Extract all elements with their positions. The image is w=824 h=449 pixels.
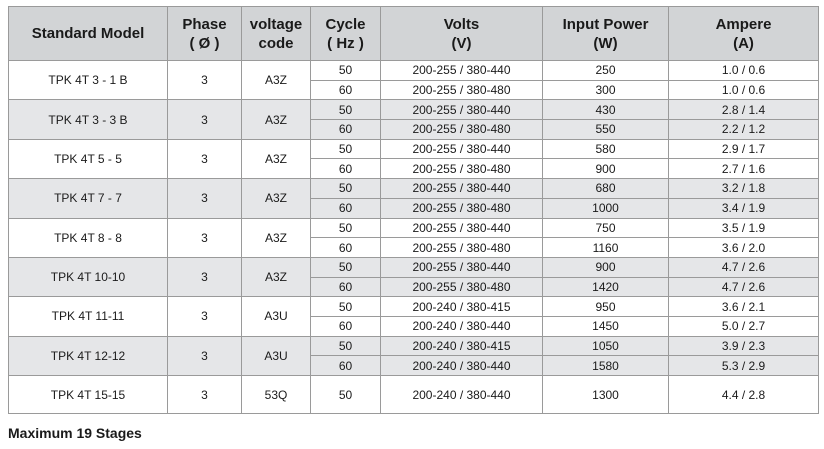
- footer-note: Maximum 19 Stages: [8, 425, 142, 441]
- input-power-cell: 1000: [543, 198, 669, 218]
- input-power-cell: 1450: [543, 316, 669, 336]
- input-power-cell: 550: [543, 120, 669, 140]
- input-power-cell: 900: [543, 159, 669, 179]
- phase-cell: 3: [168, 179, 242, 218]
- cycle-cell: 60: [311, 159, 381, 179]
- ampere-cell: 1.0 / 0.6: [669, 80, 819, 100]
- volts-cell: 200-255 / 380-440: [381, 218, 543, 238]
- cycle-cell: 60: [311, 120, 381, 140]
- header-volts: [381, 7, 543, 61]
- ampere-cell: 3.5 / 1.9: [669, 218, 819, 238]
- ampere-cell: 4.7 / 2.6: [669, 277, 819, 297]
- model-cell: TPK 4T 12-12: [9, 336, 168, 375]
- model-cell: TPK 4T 3 - 3 B: [9, 100, 168, 139]
- table-row: [9, 257, 819, 277]
- volts-cell: 200-255 / 380-440: [381, 139, 543, 159]
- volts-cell: 200-240 / 380-440: [381, 356, 543, 376]
- input-power-cell: 950: [543, 297, 669, 317]
- volts-cell: 200-255 / 380-480: [381, 238, 543, 258]
- cycle-cell: 50: [311, 218, 381, 238]
- model-cell: TPK 4T 15-15: [9, 376, 168, 414]
- input-power-cell: 1300: [543, 376, 669, 414]
- header-ampere: [669, 7, 819, 61]
- ampere-cell: 1.0 / 0.6: [669, 61, 819, 81]
- ampere-cell: 5.3 / 2.9: [669, 356, 819, 376]
- phase-cell: 3: [168, 139, 242, 178]
- table-row: [9, 297, 819, 317]
- cycle-cell: 60: [311, 238, 381, 258]
- input-power-cell: 900: [543, 257, 669, 277]
- header-power-unit: (W): [593, 34, 618, 52]
- phase-cell: 3: [168, 336, 242, 375]
- input-power-cell: 580: [543, 139, 669, 159]
- ampere-cell: 2.8 / 1.4: [669, 100, 819, 120]
- voltage-code-cell: A3Z: [242, 100, 311, 139]
- volts-cell: 200-255 / 380-480: [381, 159, 543, 179]
- table-row: [9, 61, 819, 81]
- header-cycle-unit: ( Hz ): [327, 34, 364, 52]
- phase-cell: 3: [168, 297, 242, 336]
- cycle-cell: 50: [311, 376, 381, 414]
- phase-cell: 3: [168, 257, 242, 296]
- header-power-label: Input Power: [562, 15, 649, 33]
- cycle-cell: 60: [311, 316, 381, 336]
- voltage-code-cell: A3U: [242, 297, 311, 336]
- volts-cell: 200-255 / 380-440: [381, 100, 543, 120]
- volts-cell: 200-255 / 380-480: [381, 120, 543, 140]
- phase-cell: 3: [168, 376, 242, 414]
- input-power-cell: 300: [543, 80, 669, 100]
- header-phase: [168, 7, 242, 61]
- cycle-cell: 50: [311, 257, 381, 277]
- header-phase-unit: ( Ø ): [189, 34, 220, 52]
- cycle-cell: 50: [311, 100, 381, 120]
- header-input-power: [543, 7, 669, 61]
- table-row: [9, 376, 819, 414]
- input-power-cell: 680: [543, 179, 669, 199]
- header-volts-label: Volts: [443, 15, 480, 33]
- volts-cell: 200-255 / 380-480: [381, 80, 543, 100]
- model-cell: TPK 4T 3 - 1 B: [9, 61, 168, 100]
- header-row: [9, 7, 819, 61]
- header-voltage-code-label-2: code: [258, 34, 294, 52]
- cycle-cell: 50: [311, 297, 381, 317]
- header-cycle-label: Cycle: [325, 15, 366, 33]
- volts-cell: 200-240 / 380-440: [381, 376, 543, 414]
- header-cycle: [311, 7, 381, 61]
- phase-cell: 3: [168, 218, 242, 257]
- input-power-cell: 430: [543, 100, 669, 120]
- cycle-cell: 60: [311, 356, 381, 376]
- ampere-cell: 2.2 / 1.2: [669, 120, 819, 140]
- input-power-cell: 1050: [543, 336, 669, 356]
- ampere-cell: 2.7 / 1.6: [669, 159, 819, 179]
- voltage-code-cell: A3Z: [242, 218, 311, 257]
- header-volts-unit: (V): [451, 34, 472, 52]
- volts-cell: 200-255 / 380-440: [381, 61, 543, 81]
- ampere-cell: 4.4 / 2.8: [669, 376, 819, 414]
- table-row: [9, 336, 819, 356]
- volts-cell: 200-240 / 380-415: [381, 336, 543, 356]
- cycle-cell: 60: [311, 80, 381, 100]
- voltage-code-cell: 53Q: [242, 376, 311, 414]
- header-ampere-unit: (A): [733, 34, 754, 52]
- cycle-cell: 50: [311, 61, 381, 81]
- model-cell: TPK 4T 8 - 8: [9, 218, 168, 257]
- header-phase-label: Phase: [182, 15, 227, 33]
- header-voltage-code: [242, 7, 311, 61]
- input-power-cell: 250: [543, 61, 669, 81]
- cycle-cell: 50: [311, 179, 381, 199]
- input-power-cell: 1580: [543, 356, 669, 376]
- model-cell: TPK 4T 11-11: [9, 297, 168, 336]
- phase-cell: 3: [168, 100, 242, 139]
- phase-cell: 3: [168, 61, 242, 100]
- input-power-cell: 1420: [543, 277, 669, 297]
- table-body: [9, 61, 819, 414]
- ampere-cell: 5.0 / 2.7: [669, 316, 819, 336]
- model-cell: TPK 4T 7 - 7: [9, 179, 168, 218]
- voltage-code-cell: A3Z: [242, 179, 311, 218]
- volts-cell: 200-255 / 380-480: [381, 277, 543, 297]
- spec-table: [8, 6, 819, 414]
- table-row: [9, 218, 819, 238]
- table-row: [9, 139, 819, 159]
- voltage-code-cell: A3U: [242, 336, 311, 375]
- table-row: [9, 100, 819, 120]
- volts-cell: 200-255 / 380-480: [381, 198, 543, 218]
- input-power-cell: 750: [543, 218, 669, 238]
- voltage-code-cell: A3Z: [242, 139, 311, 178]
- cycle-cell: 60: [311, 198, 381, 218]
- voltage-code-cell: A3Z: [242, 257, 311, 296]
- ampere-cell: 3.6 / 2.0: [669, 238, 819, 258]
- cycle-cell: 50: [311, 336, 381, 356]
- cycle-cell: 50: [311, 139, 381, 159]
- volts-cell: 200-255 / 380-440: [381, 257, 543, 277]
- ampere-cell: 3.4 / 1.9: [669, 198, 819, 218]
- model-cell: TPK 4T 5 - 5: [9, 139, 168, 178]
- header-model-label: Standard Model: [31, 25, 145, 42]
- volts-cell: 200-240 / 380-415: [381, 297, 543, 317]
- volts-cell: 200-240 / 380-440: [381, 316, 543, 336]
- header-voltage-code-label: voltage: [249, 15, 303, 33]
- cycle-cell: 60: [311, 277, 381, 297]
- ampere-cell: 3.6 / 2.1: [669, 297, 819, 317]
- table-row: [9, 179, 819, 199]
- header-model: [9, 7, 168, 61]
- ampere-cell: 3.2 / 1.8: [669, 179, 819, 199]
- ampere-cell: 2.9 / 1.7: [669, 139, 819, 159]
- ampere-cell: 4.7 / 2.6: [669, 257, 819, 277]
- volts-cell: 200-255 / 380-440: [381, 179, 543, 199]
- voltage-code-cell: A3Z: [242, 61, 311, 100]
- input-power-cell: 1160: [543, 238, 669, 258]
- ampere-cell: 3.9 / 2.3: [669, 336, 819, 356]
- header-ampere-label: Ampere: [715, 15, 772, 33]
- model-cell: TPK 4T 10-10: [9, 257, 168, 296]
